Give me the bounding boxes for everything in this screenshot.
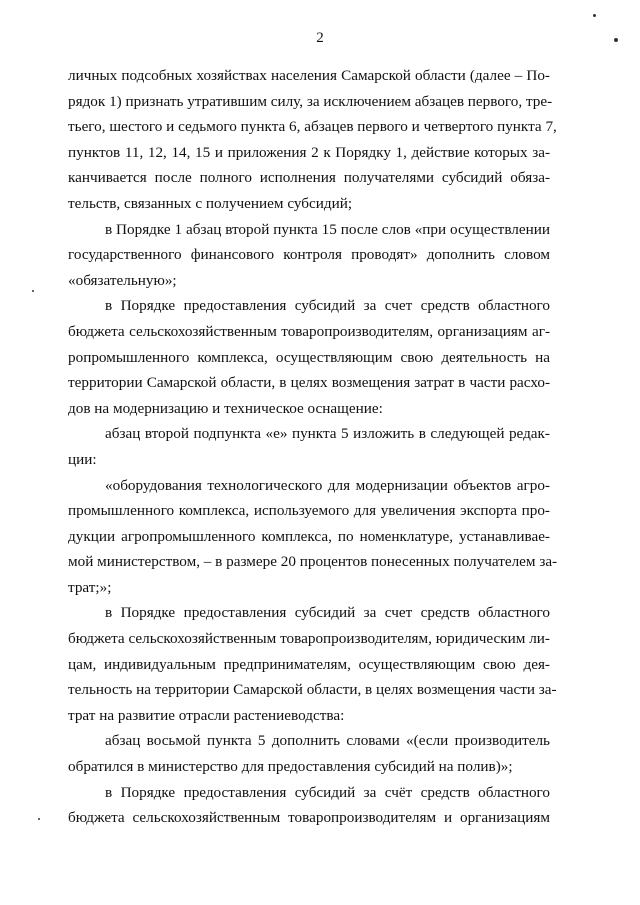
text-line: личных подсобных хозяйствах населения Самарской области (далее – По- — [68, 67, 550, 84]
paragraph — [68, 421, 550, 472]
scan-speck — [593, 14, 596, 17]
text-line: тельность на территории Самарской области, в целях возмещения части за- — [68, 681, 557, 699]
scan-speck — [32, 290, 34, 292]
document-body — [68, 63, 558, 831]
paragraph — [68, 293, 550, 421]
text-line: промышленного комплекса, используемого для увеличения экспорта про- — [68, 502, 550, 520]
text-line: дов на модернизацию и техническое оснащение: — [68, 399, 383, 417]
text-line: канчивается после полного исполнения получателями субсидий обяза- — [68, 169, 550, 187]
text-line: трат;»; — [68, 578, 112, 596]
text-line: в Порядке предоставления субсидий за счёт средств областного — [105, 783, 550, 801]
paragraph — [68, 63, 557, 217]
text-line: бюджета сельскохозяйственным товаропроизводителям, юридическим ли- — [68, 630, 550, 648]
paragraph — [68, 728, 550, 779]
text-line: рядок 1) признать утратившим силу, за исключением абзацев первого, тре- — [68, 92, 553, 110]
text-line: в Порядке 1 абзац второй пункта 15 после слов «при осуществлении — [105, 220, 550, 238]
text-line: обратился в министерство для предоставления субсидий на полив)»; — [68, 758, 513, 776]
text-line: ропромышленного комплекса, осуществляющим свою деятельность на — [68, 348, 550, 366]
page-number: 2 — [316, 30, 324, 46]
text-line: дукции агропромышленного комплекса, по номенклатуре, устанавливае- — [68, 527, 550, 545]
text-line: в Порядке предоставления субсидий за счет средств областного — [105, 297, 550, 315]
text-line: абзац второй подпункта «е» пункта 5 изложить в следующей редак- — [105, 425, 550, 443]
scan-speck — [38, 818, 40, 820]
text-line: мой министерством, – в размере 20 процентов понесенных получателем за- — [68, 553, 558, 571]
text-line: в Порядке предоставления субсидий за счет средств областного — [105, 604, 550, 622]
paragraph — [68, 217, 550, 294]
text-line: «оборудования технологического для модернизации объектов агро- — [105, 476, 550, 494]
text-line: «обязательную»; — [68, 271, 177, 289]
scan-speck — [614, 38, 618, 42]
text-line: тьего, шестого и седьмого пункта 6, абзацев первого и четвертого пункта 7, — [68, 118, 557, 136]
text-line: территории Самарской области, в целях возмещения затрат в части расхо- — [68, 374, 550, 392]
text-line: абзац восьмой пункта 5 дополнить словами «(если производитель — [105, 732, 550, 750]
paragraph — [68, 600, 557, 728]
text-line: пунктов 11, 12, 14, 15 и приложения 2 к Порядку 1, действие которых за- — [68, 143, 550, 161]
text-line: бюджета сельскохозяйственным товаропроизводителям, организациям аг- — [68, 322, 550, 340]
text-line: ции: — [68, 450, 97, 468]
text-line: тельств, связанных с получением субсидий; — [68, 194, 353, 212]
paragraph — [68, 473, 558, 601]
paragraph — [68, 780, 550, 831]
text-line: бюджета сельскохозяйственным товаропроизводителям и организациям — [68, 809, 550, 827]
text-line: цам, индивидуальным предпринимателям, осуществляющим свою дея- — [68, 655, 550, 673]
text-line: государственного финансового контроля проводят» дополнить словом — [68, 246, 550, 264]
text-line: трат на развитие отрасли растениеводства: — [68, 706, 345, 724]
